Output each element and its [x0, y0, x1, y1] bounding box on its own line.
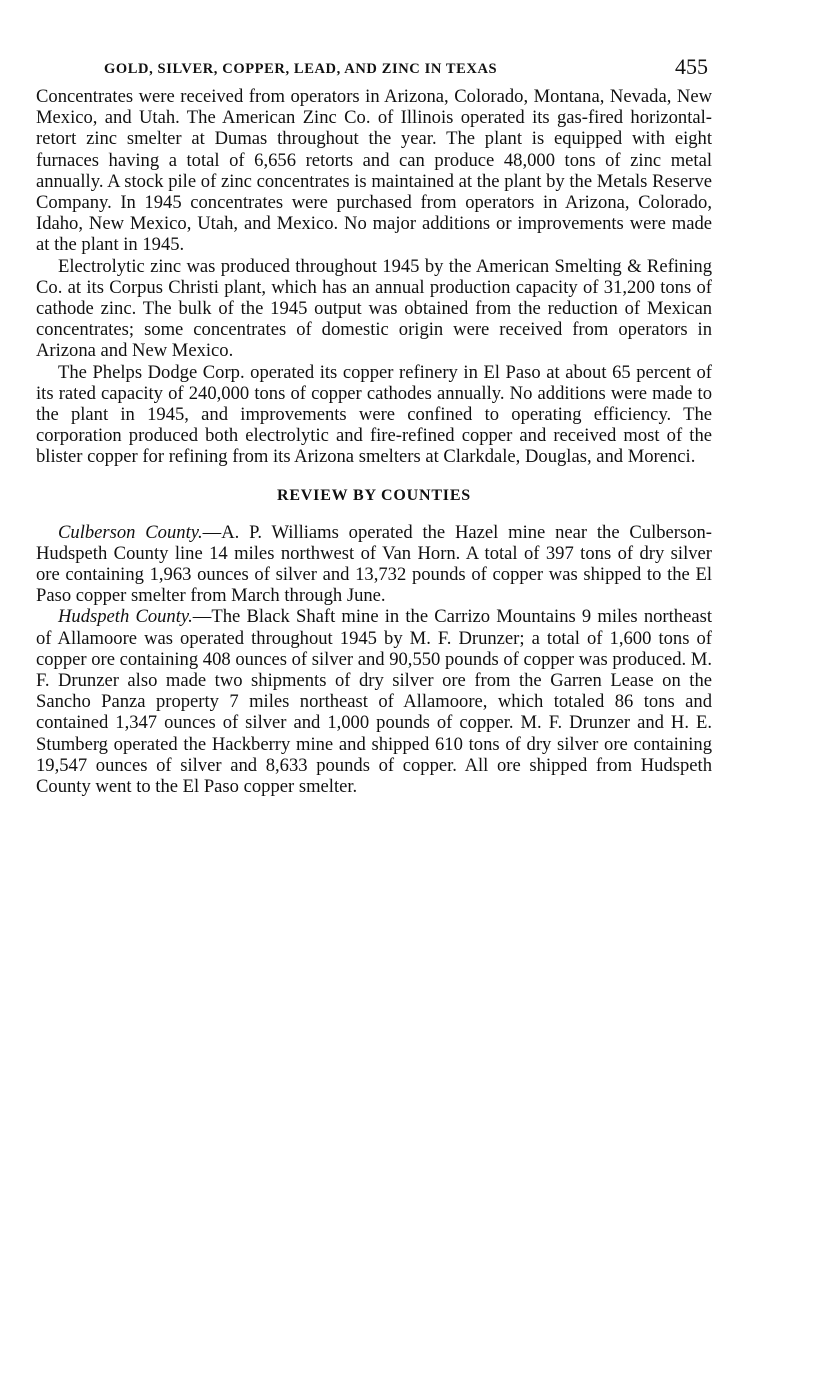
body-paragraph-1: Concentrates were received from operators in Arizona, Colorado, Montana, Nevada, New Mexico, and Utah. The American Zinc Co. of Illinois operated its gas-fired horizontal-retort zinc smelter at Dumas throughout the year. The plant is equipped with eight furnaces having a total of 6,656 retorts and can produce 48,000 tons of zinc metal annually. A stock pile of zinc concentrates is maintained at the plant by the Metals Reserve Company. In 1945 concentrates were purchased from operators in Arizona, Colorado, Idaho, New Mexico, Utah, and Mexico. No major additions or improvements were made at the plant in 1945.: [36, 86, 712, 256]
county-name-culberson: Culberson County.: [58, 521, 203, 543]
body-paragraph-3: The Phelps Dodge Corp. operated its copper refinery in El Paso at about 65 percent of its rated capacity of 240,000 tons of copper cathodes annually. No additions were made to the plant in 1945, and improvements were confined to operating efficiency. The corporation produced both electrolytic and fire-refined copper and received most of the blister copper for refining from its Arizona smelters at Clarkdale, Douglas, and Morenci.: [36, 361, 712, 468]
section-heading: REVIEW BY COUNTIES: [276, 486, 471, 504]
page-number: 455: [675, 54, 708, 79]
county-paragraph-hudspeth: [36, 606, 712, 797]
document-page: [36, 52, 712, 797]
body-paragraph-2: Electrolytic zinc was produced throughout 1945 by the American Smelting & Refining Co. at its Corpus Christi plant, which has an annual production capacity of 31,200 tons of cathode zinc. The bulk of the 1945 output was obtained from the reduction of Mexican concentrates; some concentrates of domestic origin were received from operators in Arizona and New Mexico.: [36, 255, 712, 362]
county-text-hudspeth: —The Black Shaft mine in the Carrizo Mountains 9 miles northeast of Allamoore was operated throughout 1945 by M. F. Drunzer; a total of 1,600 tons of copper ore containing 408 ounces of silver and 90,550 pounds of copper was produced. M. F. Drunzer also made two shipments of dry silver ore from the Garren Lease on the Sancho Panza property 7 miles northeast of Allamoore, which totaled 86 tons and contained 1,347 ounces of silver and 1,000 pounds of copper. M. F. Drunzer and H. E. Stumberg operated the Hackberry mine and shipped 610 tons of dry silver ore containing 19,547 ounces of silver and 8,633 pounds of copper. All ore shipped from Hudspeth County went to the El Paso copper smelter.: [36, 606, 712, 798]
county-name-hudspeth: Hudspeth County.: [58, 606, 193, 628]
county-text-culberson: —A. P. Williams operated the Hazel mine near the Culberson-Hudspeth County line 14 miles northwest of Van Horn. A total of 397 tons of dry silver ore containing 1,963 ounces of silver and 13,732 pounds of copper was shipped to the El Paso copper smelter from March through June.: [36, 521, 712, 607]
running-title: GOLD, SILVER, COPPER, LEAD, AND ZINC IN TEXAS: [104, 61, 498, 77]
running-head: [36, 52, 712, 86]
county-paragraph-culberson: [36, 522, 712, 607]
